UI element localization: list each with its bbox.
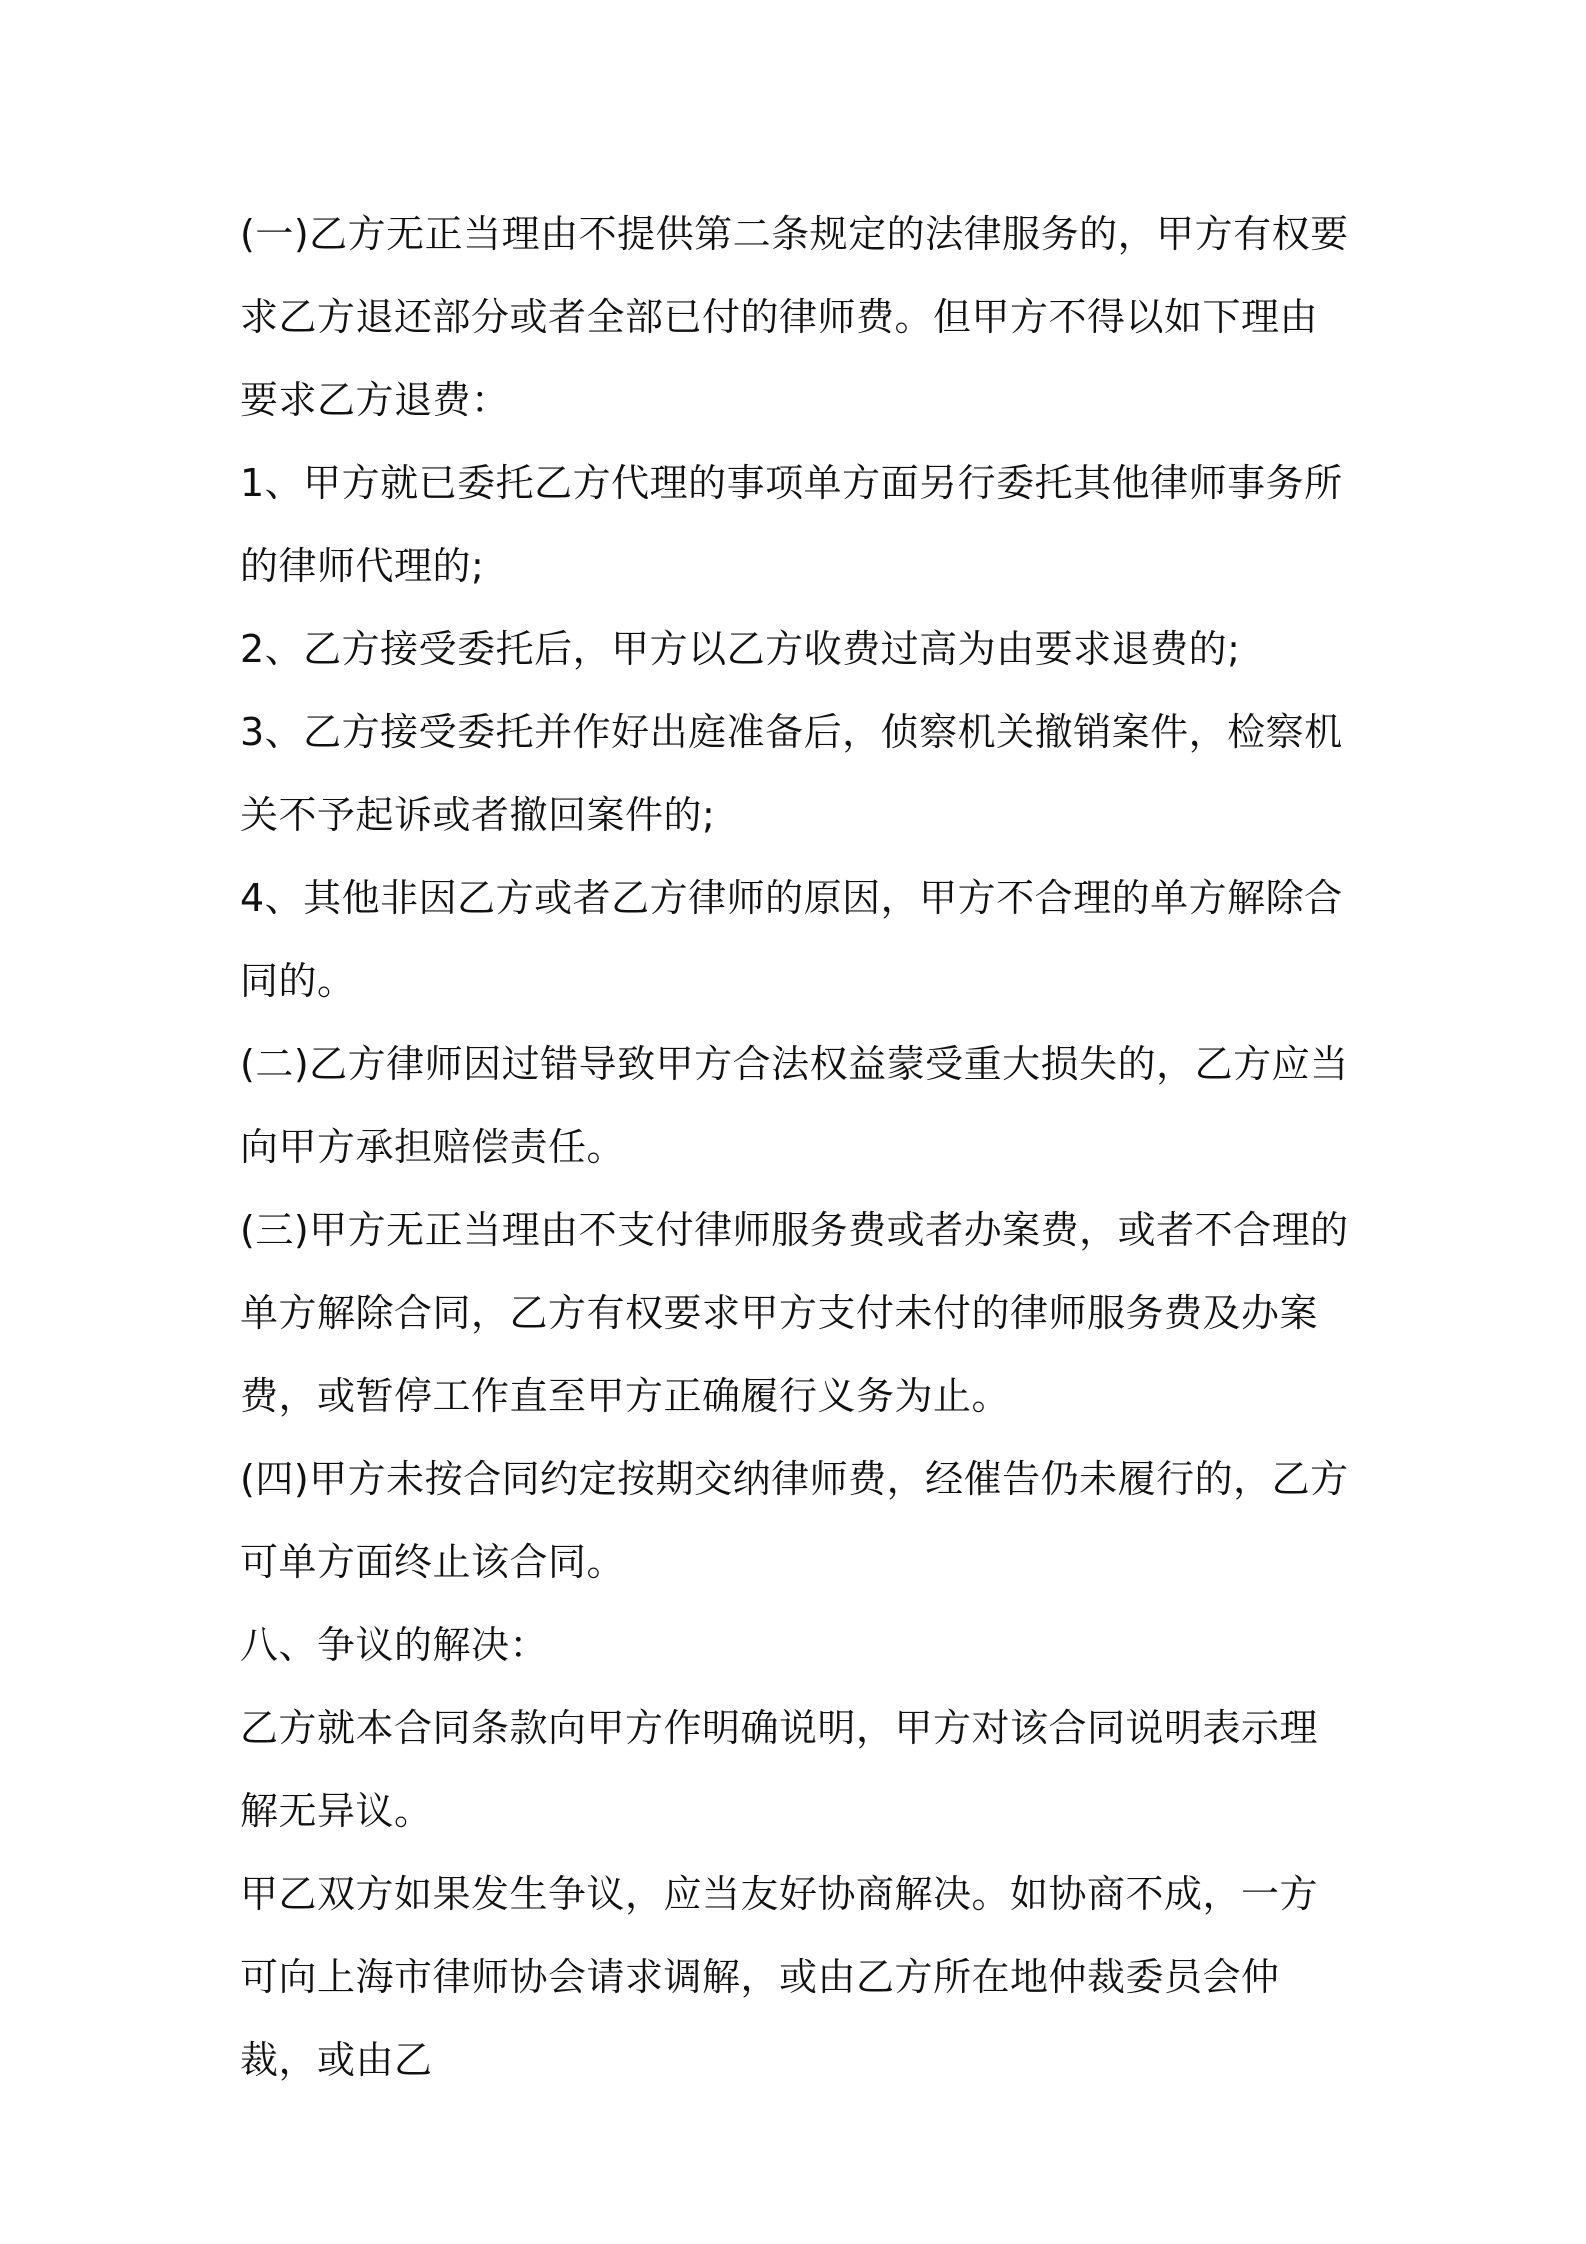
section-heading: 八、争议的解决： xyxy=(240,1623,549,1667)
list-item: 3、乙方接受委托并作好出庭准备后，侦察机关撤销案件，检察机关不予起诉或者撤回案件的; xyxy=(240,710,1343,837)
body-paragraph: 甲乙双方如果发生争议，应当友好协商解决。如协商不成，一方可向上海市律师协会请求调解，或由乙方所在地仲裁委员会仲裁，或由乙 xyxy=(240,1872,1319,2082)
document-body xyxy=(240,193,1355,2102)
list-item: 1、甲方就已委托乙方代理的事项单方面另行委托其他律师事务所的律师代理的; xyxy=(240,461,1343,588)
clause-one-paragraph: (一)乙方无正当理由不提供第二条规定的法律服务的，甲方有权要求乙方退还部分或者全部已付的律师费。但甲方不得以如下理由要求乙方退费： xyxy=(240,212,1349,422)
clause-four-paragraph: (四)甲方未按合同约定按期交纳律师费，经催告仍未履行的，乙方可单方面终止该合同。 xyxy=(240,1457,1349,1584)
list-item: 4、其他非因乙方或者乙方律师的原因，甲方不合理的单方解除合同的。 xyxy=(240,876,1343,1003)
list-item: 2、乙方接受委托后，甲方以乙方收费过高为由要求退费的; xyxy=(240,627,1241,671)
clause-two-paragraph: (二)乙方律师因过错导致甲方合法权益蒙受重大损失的，乙方应当向甲方承担赔偿责任。 xyxy=(240,1042,1349,1169)
body-paragraph: 乙方就本合同条款向甲方作明确说明，甲方对该合同说明表示理解无异议。 xyxy=(240,1706,1319,1833)
clause-three-paragraph: (三)甲方无正当理由不支付律师服务费或者办案费，或者不合理的单方解除合同，乙方有权要求甲方支付未付的律师服务费及办案费，或暂停工作直至甲方正确履行义务为止。 xyxy=(240,1208,1349,1418)
